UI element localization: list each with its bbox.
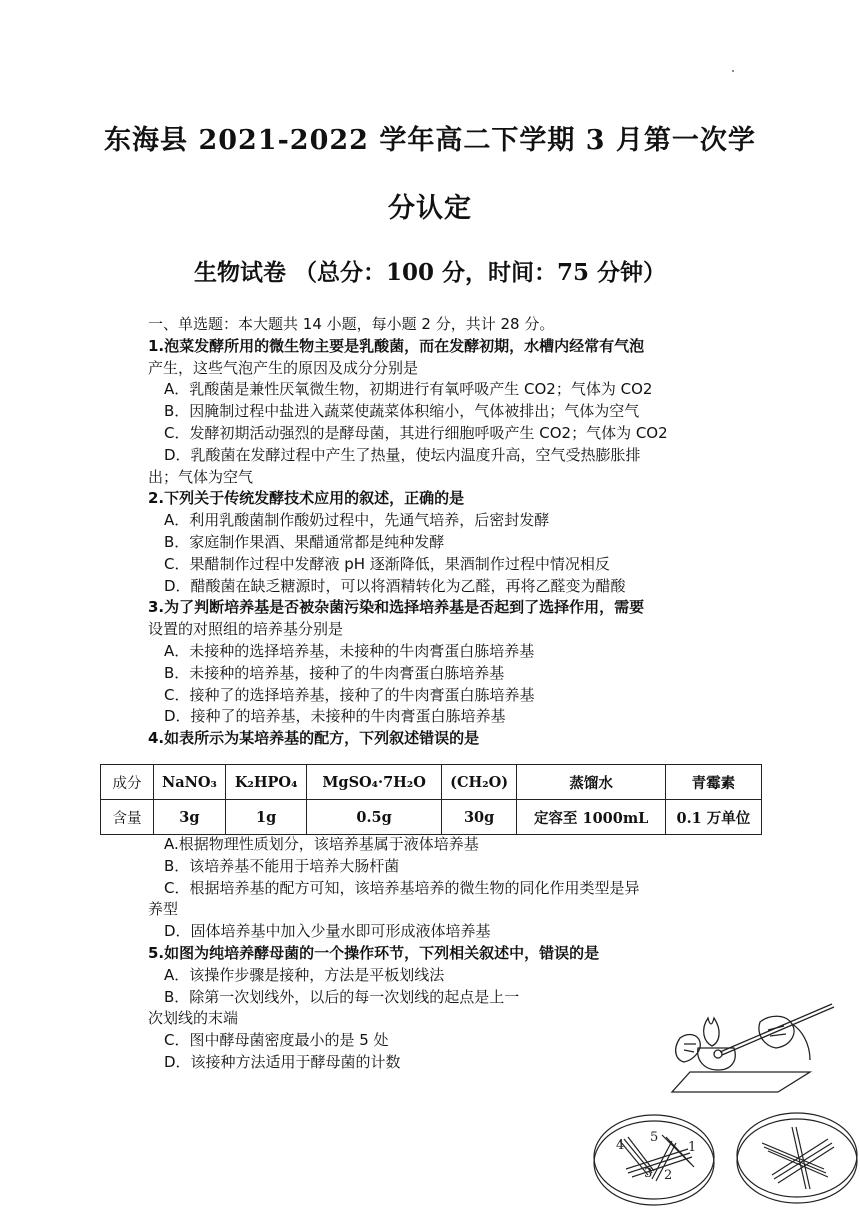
table-cell: 蒸馏水 (517, 765, 665, 800)
q1-option-d-line1: D．乳酸菌在发酵过程中产生了热量，使坛内温度升高，空气受热膨胀排 (164, 445, 641, 464)
table-cell: 1g (225, 800, 307, 835)
table-cell: 3g (154, 800, 226, 835)
region-label: 1 (688, 1140, 697, 1155)
q1-stem-line1: 1.泡菜发酵所用的微生物主要是乳酸菌，而在发酵初期，水槽内经常有气泡 (148, 336, 645, 355)
q1-stem-line2: 产生，这些气泡产生的原因及成分分别是 (148, 358, 419, 377)
q3-stem-line2: 设置的对照组的培养基分别是 (148, 620, 344, 639)
q1-option-c: C．发酵初期活动强烈的是酵母菌，其进行细胞呼吸产生 CO2；气体为 CO2 (164, 423, 668, 442)
table-cell: 成分 (101, 765, 154, 800)
q3-stem-line1: 3.为了判断培养基是否被杂菌污染和选择培养基是否起到了选择作用，需要 (148, 598, 645, 617)
q5-option-c: C．图中酵母菌密度最小的是 5 处 (164, 1031, 389, 1050)
q3-option-a: A．未接种的选择培养基，未接种的牛肉膏蛋白胨培养基 (164, 641, 535, 660)
q5-option-b-line1: B．除第一次划线外，以后的每一次划线的起点是上一 (164, 987, 520, 1006)
q1-option-a: A．乳酸菌是兼性厌氧微生物，初期进行有氧呼吸产生 CO2；气体为 CO2 (164, 380, 653, 399)
table-cell: MgSO₄·7H₂O (307, 765, 441, 800)
region-label: 2 (664, 1168, 673, 1183)
table-cell: K₂HPO₄ (225, 765, 307, 800)
q4-option-d: D．固体培养基中加入少量水即可形成液体培养基 (164, 922, 491, 941)
table-cell: 0.1 万单位 (665, 800, 761, 835)
q3-option-c: C．接种了的选择培养基，接种了的牛肉膏蛋白胨培养基 (164, 685, 535, 704)
table-cell: NaNO₃ (154, 765, 226, 800)
region-label: 3 (644, 1166, 653, 1181)
q4-option-c-line1: C．根据培养基的配方可知，该培养基培养的微生物的同化作用类型是异 (164, 878, 640, 897)
q5-option-a: A．该操作步骤是接种，方法是平板划线法 (164, 965, 445, 984)
section-heading: 一、单选题：本大题共 14 小题，每小题 2 分，共计 28 分。 (148, 315, 555, 333)
q4-option-b: B．该培养基不能用于培养大肠杆菌 (164, 856, 400, 875)
table-cell: 30g (441, 800, 517, 835)
q2-option-a: A．利用乳酸菌制作酸奶过程中，先通气培养，后密封发酵 (164, 511, 550, 530)
table-cell: 0.5g (307, 800, 441, 835)
q2-option-b: B．家庭制作果酒、果醋通常都是纯种发酵 (164, 532, 445, 551)
q5-option-d: D．该接种方法适用于酵母菌的计数 (164, 1052, 401, 1071)
medium-recipe-table (100, 764, 762, 835)
table-row (101, 765, 762, 800)
q2-option-c: C．果醋制作过程中发酵液 pH 逐渐降低，果酒制作过程中情况相反 (164, 554, 610, 573)
q5-option-b-line2: 次划线的末端 (148, 1009, 239, 1028)
exam-title-line2: 分认定 (388, 193, 472, 224)
table-cell: 定容至 1000mL (517, 800, 665, 835)
table-cell: (CH₂O) (441, 765, 517, 800)
q1-option-d-line2: 出；气体为空气 (148, 467, 254, 486)
petri-dish-streak-figure (592, 1105, 860, 1215)
q4-stem: 4.如表所示为某培养基的配方，下列叙述错误的是 (148, 729, 480, 748)
question-body (148, 314, 728, 750)
scan-dot (732, 70, 734, 72)
exam-title-line1: 东海县 2021-2022 学年高二下学期 3 月第一次学 (104, 125, 756, 156)
q5-stem: 5.如图为纯培养酵母菌的一个操作环节，下列相关叙述中，错误的是 (148, 943, 600, 962)
q1-option-b: B．因腌制过程中盐进入蔬菜使蔬菜体积缩小，气体被排出；气体为空气 (164, 402, 640, 421)
exam-subtitle: 生物试卷 （总分：100 分，时间：75 分钟） (193, 259, 667, 286)
q4-option-c-line2: 养型 (148, 900, 179, 919)
q2-option-d: D．醋酸菌在缺乏糖源时，可以将酒精转化为乙醛，再将乙醛变为醋酸 (164, 576, 626, 595)
q3-option-d: D．接种了的培养基，未接种的牛肉膏蛋白胨培养基 (164, 707, 506, 726)
q4-option-a: A.根据物理性质划分，该培养基属于液体培养基 (164, 835, 479, 853)
streaking-hands-illustration (660, 990, 840, 1100)
question-body-lower (148, 834, 728, 1074)
table-row (101, 800, 762, 835)
q2-stem: 2.下列关于传统发酵技术应用的叙述，正确的是 (148, 489, 465, 508)
table-cell: 含量 (101, 800, 154, 835)
table-cell: 青霉素 (665, 765, 761, 800)
region-label: 4 (616, 1138, 625, 1153)
q3-option-b: B．未接种的培养基，接种了的牛肉膏蛋白胨培养基 (164, 663, 505, 682)
region-label: 5 (650, 1130, 659, 1145)
